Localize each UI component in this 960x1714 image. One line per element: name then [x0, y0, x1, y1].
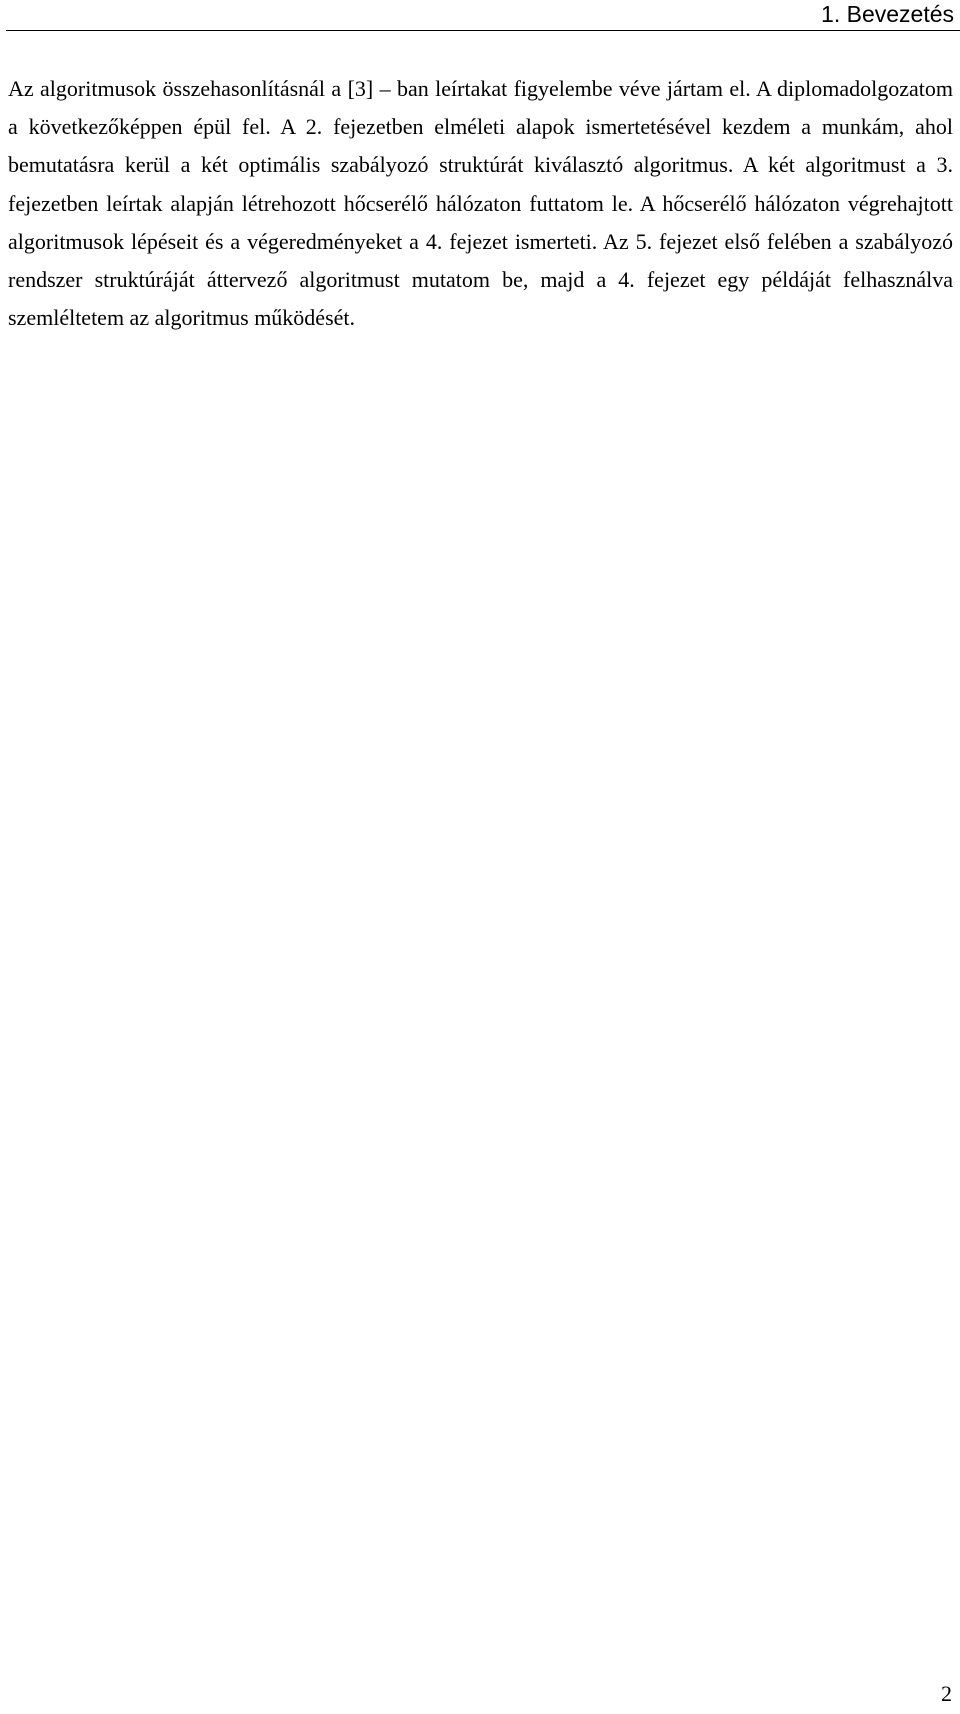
body-paragraph: Az algoritmusok összehasonlításnál a [3] – ban leírtakat figyelembe véve jártam el. A diplomadolgozatom a következőképpen épül fel. A 2. fejezetben elméleti alapok ismertetésével kezdem a munkám, ahol bemutatásra kerül a két optimális szabályozó struktúrát kiválasztó algoritmus. A két algoritmust a 3. fejezetben leírtak alapján létrehozott hőcserélő hálózaton futtatom le. A hőcserélő hálózaton végrehajtott algoritmusok lépéseit és a végeredményeket a 4. fejezet ismerteti. Az 5. fejezet első felében a szabályozó rendszer struktúráját áttervező algoritmust mutatom be, majd a 4. fejezet egy példáját felhasználva szemléltetem az algoritmus működését.	[8, 76, 953, 331]
header-rule	[6, 30, 960, 31]
chapter-header-title: 1. Bevezetés	[821, 1, 954, 27]
page-number: 2	[941, 1681, 952, 1706]
